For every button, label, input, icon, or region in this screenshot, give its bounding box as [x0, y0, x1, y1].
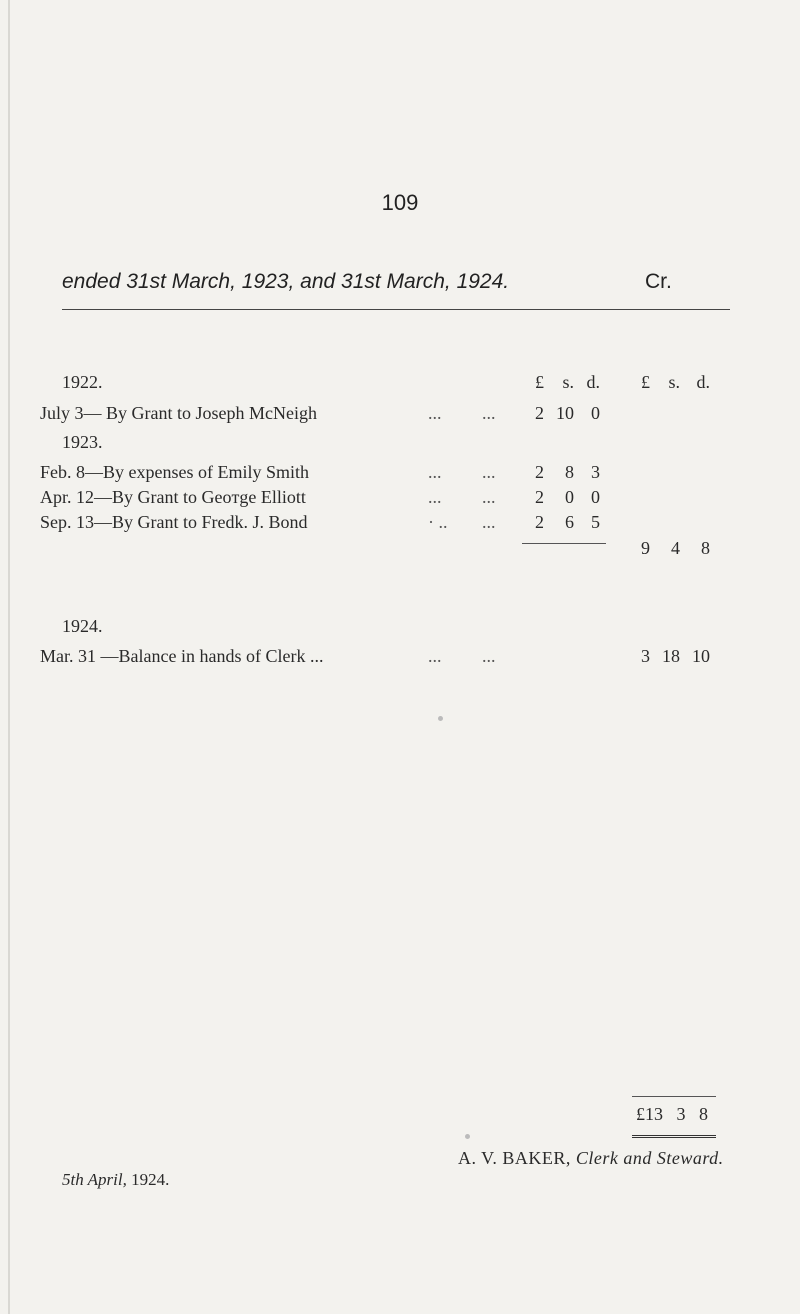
year-label: 1922.: [62, 372, 103, 392]
balance-row: [0, 646, 800, 670]
leader-dots: ...: [482, 487, 496, 507]
balance-description: Mar. 31 —Balance in hands of Clerk ...: [40, 646, 324, 666]
entry-description: Feb. 8—By expenses of Emily Smith: [40, 462, 309, 482]
subtotal-pence: 8: [701, 538, 710, 558]
year-label: 1924.: [62, 616, 103, 636]
leader-dots: ...: [428, 487, 442, 507]
leader-dots: ...: [482, 512, 496, 532]
ledger-row: [0, 403, 800, 427]
total-shillings: 3: [676, 1104, 686, 1124]
year-row: [0, 432, 800, 456]
year-row: [0, 616, 800, 640]
entry-pence: 0: [591, 487, 600, 507]
entry-shillings: 0: [565, 487, 574, 507]
page-number: 109: [381, 190, 419, 215]
subtotal-pounds: 9: [641, 538, 650, 558]
header-rule: [62, 309, 730, 310]
ledger-row: [0, 487, 800, 511]
entry-shillings: 10: [556, 403, 574, 423]
total-pence: 8: [699, 1104, 708, 1124]
total-double-rule: [632, 1135, 716, 1138]
entry-shillings: 6: [565, 512, 574, 532]
subtotal-shillings: 4: [671, 538, 680, 558]
leader-dots: ...: [428, 403, 442, 423]
entry-description: July 3— By Grant to Joseph McNeigh: [40, 403, 317, 423]
entry-pounds: 2: [535, 403, 544, 423]
col2-pounds-heading: £: [641, 372, 650, 392]
entry-shillings: 8: [565, 462, 574, 482]
leader-dots: · ..: [428, 512, 448, 532]
signature: [458, 1148, 724, 1169]
leader-dots: ...: [482, 403, 496, 423]
balance-pounds: 3: [641, 646, 650, 666]
ledger-row: [0, 512, 800, 536]
leader-dots: ...: [482, 646, 496, 666]
entry-pence: 3: [591, 462, 600, 482]
date-year: 1924.: [131, 1170, 170, 1189]
subtotal-row: [0, 538, 800, 562]
col1-pence-heading: d.: [586, 372, 600, 392]
page-title: ended 31st March, 1923, and 31st March, 1924.: [62, 270, 510, 293]
col1-pounds-heading: £: [535, 372, 544, 392]
grand-total: [636, 1104, 708, 1125]
leader-dots: ...: [428, 462, 442, 482]
entry-description: Sep. 13—By Grant to Fredk. J. Bond: [40, 512, 308, 532]
col2-shillings-heading: s.: [668, 372, 680, 392]
column-headings: [0, 372, 800, 396]
year-label: 1923.: [62, 432, 103, 452]
speck: [438, 716, 443, 721]
entry-pence: 5: [591, 512, 600, 532]
balance-shillings: 18: [662, 646, 680, 666]
col2-pence-heading: d.: [696, 372, 710, 392]
speck: [465, 1134, 470, 1139]
col1-shillings-heading: s.: [562, 372, 574, 392]
entry-pounds: 2: [535, 487, 544, 507]
ledger-row: [0, 462, 800, 486]
entry-pounds: 2: [535, 512, 544, 532]
signatory-name: A. V. BAKER,: [458, 1148, 571, 1168]
entry-pence: 0: [591, 403, 600, 423]
leader-dots: ...: [428, 646, 442, 666]
entry-description: Apr. 12—By Grant to Geoтge Elliott: [40, 487, 306, 507]
signatory-role: Clerk and Steward.: [575, 1148, 724, 1168]
balance-pence: 10: [692, 646, 710, 666]
credit-label: Cr.: [645, 270, 672, 293]
total-rule: [632, 1096, 716, 1097]
entry-pounds: 2: [535, 462, 544, 482]
document-date: [62, 1170, 169, 1190]
leader-dots: ...: [482, 462, 496, 482]
total-pounds: £13: [636, 1104, 663, 1124]
date-day: 5th April,: [62, 1170, 127, 1189]
